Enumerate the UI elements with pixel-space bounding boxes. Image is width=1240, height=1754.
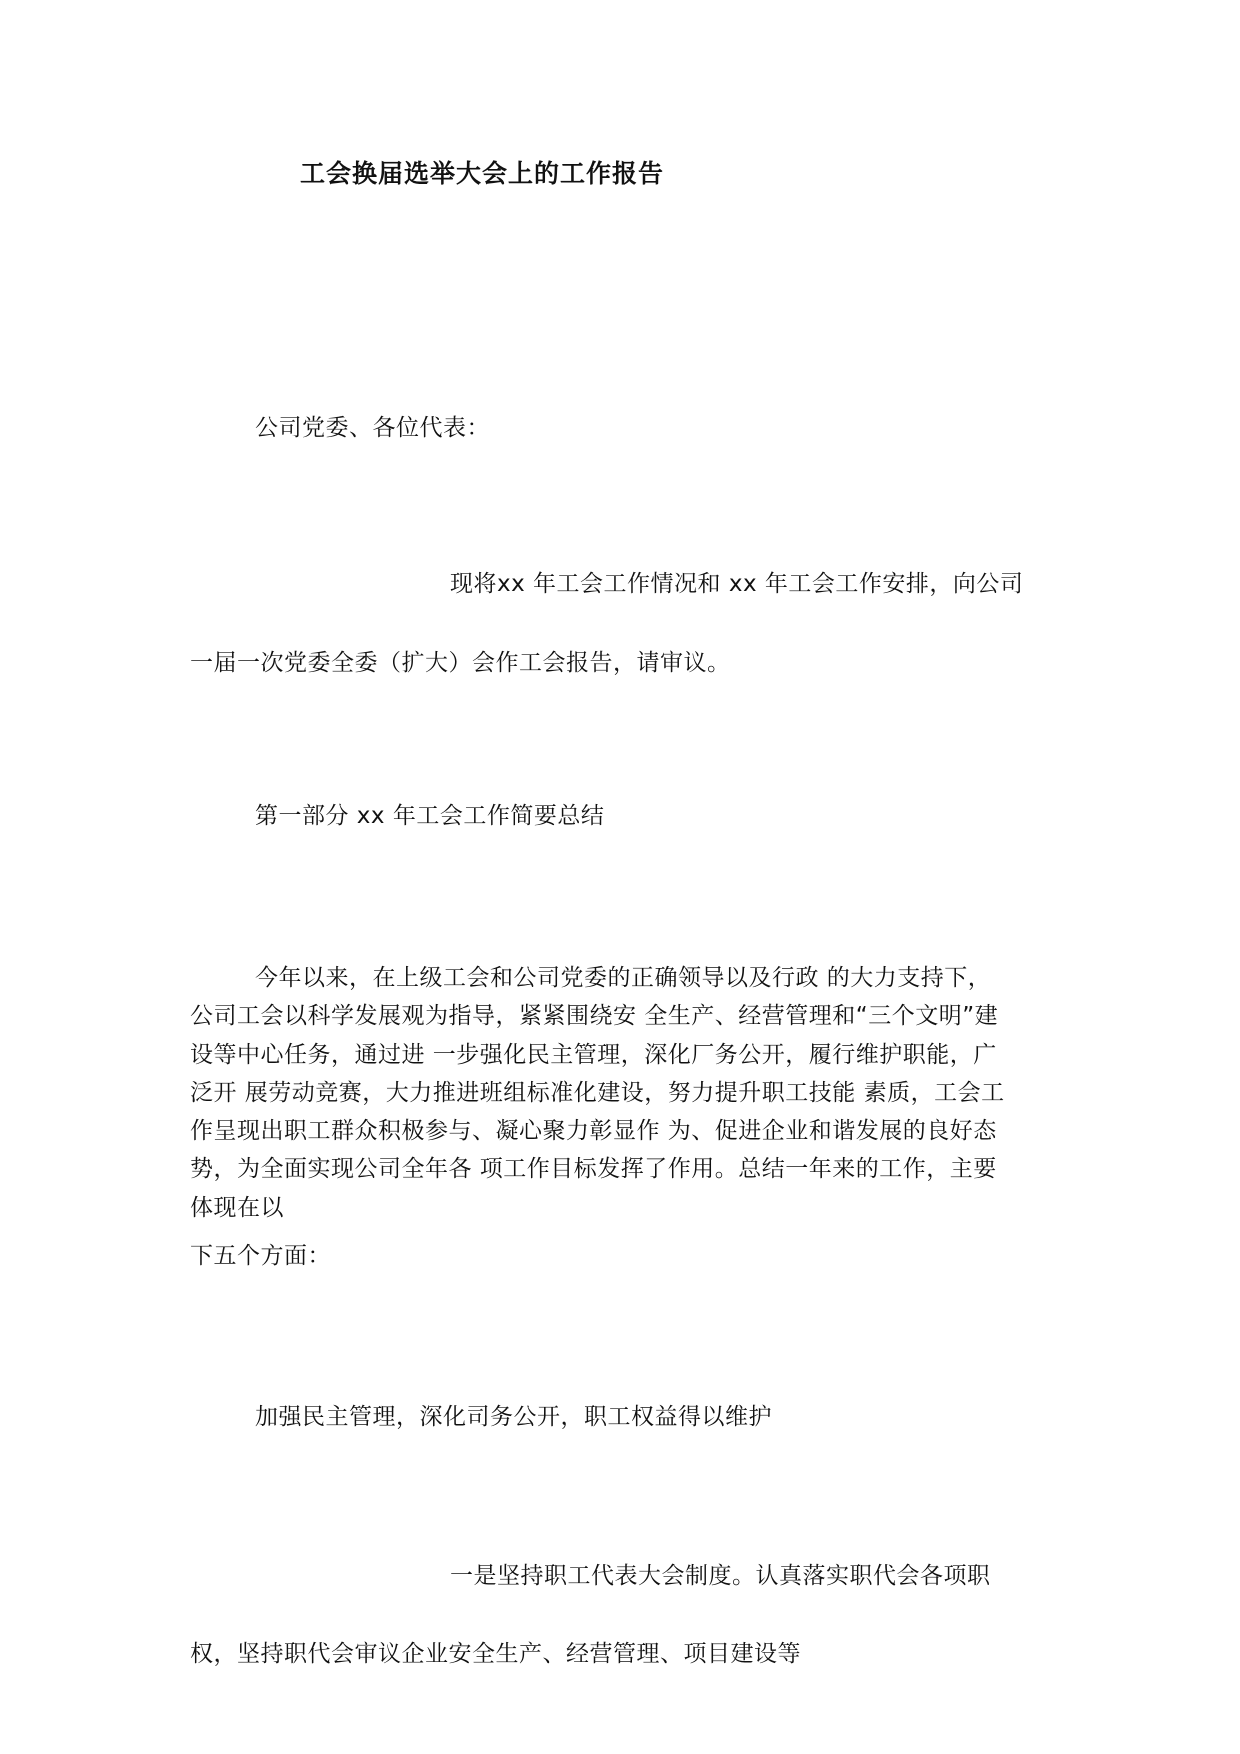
- summary-line: 势，为全面实现公司全年各 项工作目标发挥了作用。总结一年来的工作，主要: [190, 1156, 997, 1183]
- item-line-2: 权，坚持职代会审议企业安全生产、经营管理、项目建设等: [190, 1641, 801, 1667]
- section-heading: 第一部分 xx 年工会工作简要总结: [255, 803, 605, 829]
- summary-line: 作呈现出职工群众积极参与、凝心聚力彰显作 为、促进企业和谐发展的良好态: [190, 1118, 997, 1145]
- subheading: 加强民主管理，深化司务公开，职工权益得以维护: [255, 1404, 772, 1430]
- summary-line: 设等中心任务，通过进 一步强化民主管理，深化厂务公开，履行维护职能，广: [190, 1041, 997, 1068]
- summary-line: 公司工会以科学发展观为指导，紧紧围绕安 全生产、经营管理和“三个文明”建: [190, 1003, 999, 1030]
- intro-line-1: 现将xx 年工会工作情况和 xx 年工会工作安排，向公司: [450, 571, 1024, 597]
- summary-line: 泛开 展劳动竞赛，大力推进班组标准化建设，努力提升职工技能 素质，工会工: [190, 1079, 1005, 1106]
- item-line-1: 一是坚持职工代表大会制度。认真落实职代会各项职: [450, 1563, 991, 1589]
- summary-paragraph: [190, 959, 1050, 1227]
- summary-tail: 下五个方面：: [190, 1243, 331, 1269]
- intro-line-2: 一届一次党委全委（扩大）会作工会报告，请审议。: [190, 650, 731, 676]
- summary-line: 今年以来，在上级工会和公司党委的正确领导以及行政 的大力支持下，: [255, 965, 992, 991]
- document-title: 工会换届选举大会上的工作报告: [300, 159, 665, 188]
- summary-line: 体现在以: [190, 1194, 284, 1221]
- salutation: 公司党委、各位代表：: [255, 415, 490, 441]
